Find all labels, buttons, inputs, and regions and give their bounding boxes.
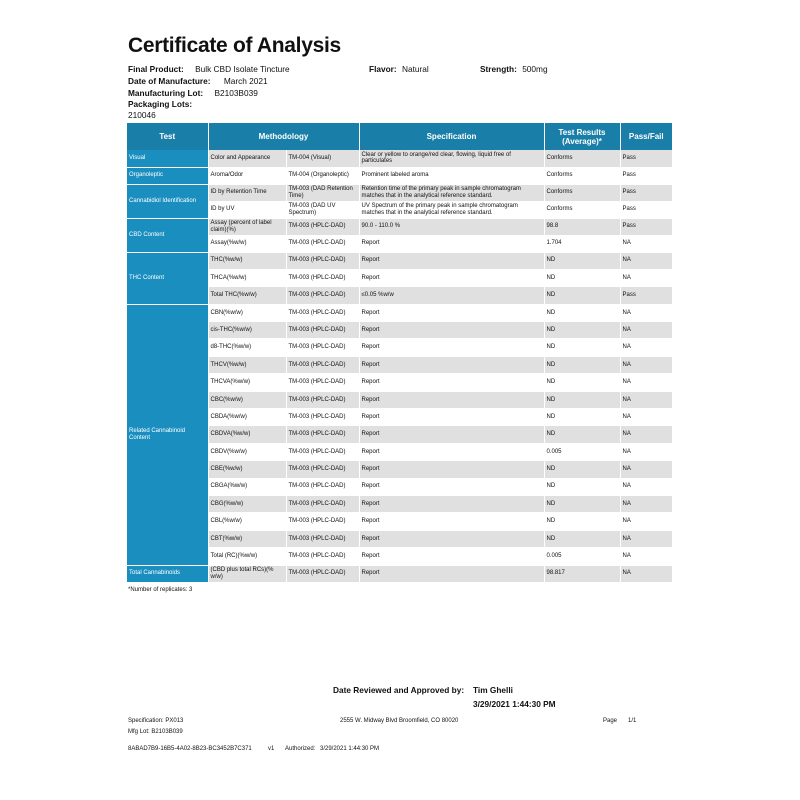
category-cell: Total Cannabinoids xyxy=(127,565,208,582)
method-cell: TM-003 (DAD UV Spectrum) xyxy=(286,201,359,218)
result-cell: Conforms xyxy=(544,201,620,218)
spec-cell: Report xyxy=(359,409,544,426)
table-row xyxy=(127,495,672,512)
pass-fail-cell: NA xyxy=(620,339,672,356)
table-row xyxy=(127,252,672,269)
method-cell: TM-003 (HPLC-DAD) xyxy=(286,478,359,495)
method-cell: TM-003 (HPLC-DAD) xyxy=(286,356,359,373)
spec-cell: Report xyxy=(359,426,544,443)
pass-fail-cell: NA xyxy=(620,391,672,408)
table-row xyxy=(127,269,672,286)
method-cell: TM-004 (Organoleptic) xyxy=(286,167,359,184)
result-cell: ND xyxy=(544,478,620,495)
table-row xyxy=(127,391,672,408)
approval-datetime: 3/29/2021 1:44:30 PM xyxy=(473,699,556,709)
result-cell: ND xyxy=(544,391,620,408)
table-row xyxy=(127,374,672,391)
date-label: Date of Manufacture: xyxy=(128,76,211,86)
table-row xyxy=(127,513,672,530)
spec-cell: Report xyxy=(359,513,544,530)
table-row xyxy=(127,530,672,547)
pass-fail-cell: NA xyxy=(620,461,672,478)
method-cell: TM-003 (HPLC-DAD) xyxy=(286,374,359,391)
footer-page-value: 1/1 xyxy=(628,718,637,724)
column-header-pass-fail: Pass/Fail xyxy=(620,123,672,150)
packaging-lots-label: Packaging Lots: xyxy=(128,99,193,109)
result-cell: ND xyxy=(544,339,620,356)
method-cell: TM-003 (HPLC-DAD) xyxy=(286,287,359,304)
method-cell: TM-003 (HPLC-DAD) xyxy=(286,339,359,356)
spec-cell: 90.0 - 110.0 % xyxy=(359,218,544,235)
test-cell: Color and Appearance xyxy=(208,150,286,167)
spec-cell: Report xyxy=(359,530,544,547)
spec-cell: Report xyxy=(359,304,544,321)
pass-fail-cell: NA xyxy=(620,495,672,512)
coa-table xyxy=(127,123,672,583)
test-cell: CBGA(%w/w) xyxy=(208,478,286,495)
pass-fail-cell: Pass xyxy=(620,167,672,184)
spec-cell: Report xyxy=(359,269,544,286)
method-cell: TM-003 (HPLC-DAD) xyxy=(286,218,359,235)
pass-fail-cell: NA xyxy=(620,548,672,565)
packaging-lots-value: 210046 xyxy=(128,110,156,120)
spec-cell: Report xyxy=(359,356,544,373)
test-cell: Assay(%w/w) xyxy=(208,235,286,252)
spec-cell: Prominent labeled aroma xyxy=(359,167,544,184)
pass-fail-cell: NA xyxy=(620,235,672,252)
page-title: Certificate of Analysis xyxy=(128,34,341,57)
test-cell: THC(%w/w) xyxy=(208,252,286,269)
pass-fail-cell: NA xyxy=(620,322,672,339)
spec-cell: Report xyxy=(359,322,544,339)
test-cell: CBDA(%w/w) xyxy=(208,409,286,426)
pass-fail-cell: Pass xyxy=(620,218,672,235)
result-cell: 98.8 xyxy=(544,218,620,235)
table-header-row xyxy=(127,123,672,150)
spec-cell: Report xyxy=(359,339,544,356)
strength-value: 500mg xyxy=(522,64,548,74)
method-cell: TM-003 (HPLC-DAD) xyxy=(286,461,359,478)
test-cell: THCVA(%w/w) xyxy=(208,374,286,391)
spec-cell: Report xyxy=(359,461,544,478)
flavor-field xyxy=(369,64,429,74)
spec-cell: Report xyxy=(359,478,544,495)
spec-cell: Report xyxy=(359,252,544,269)
strength-field xyxy=(480,64,548,74)
result-cell: ND xyxy=(544,461,620,478)
method-cell: TM-003 (HPLC-DAD) xyxy=(286,409,359,426)
test-cell: ID by UV xyxy=(208,201,286,218)
method-cell: TM-003 (HPLC-DAD) xyxy=(286,565,359,582)
pass-fail-cell: NA xyxy=(620,478,672,495)
test-cell: CBG(%w/w) xyxy=(208,495,286,512)
footer-version: v1 xyxy=(268,746,275,752)
date-field xyxy=(128,76,268,86)
approval-label: Date Reviewed and Approved by: xyxy=(333,685,465,695)
result-cell: 98.817 xyxy=(544,565,620,582)
spec-cell: Clear or yellow to orange/red clear, flowing, liquid free of particulates xyxy=(359,150,544,167)
pass-fail-cell: NA xyxy=(620,565,672,582)
spec-cell: Report xyxy=(359,565,544,582)
method-cell: TM-003 (HPLC-DAD) xyxy=(286,269,359,286)
column-header-test: Test xyxy=(127,123,208,150)
pass-fail-cell: Pass xyxy=(620,201,672,218)
method-cell: TM-003 (HPLC-DAD) xyxy=(286,304,359,321)
test-cell: CBN(%w/w) xyxy=(208,304,286,321)
test-cell: Total THC(%w/w) xyxy=(208,287,286,304)
table-row xyxy=(127,548,672,565)
test-cell: Aroma/Odor xyxy=(208,167,286,184)
spec-cell: Report xyxy=(359,235,544,252)
category-cell: Cannabidiol Identification xyxy=(127,184,208,218)
flavor-label: Flavor: xyxy=(369,64,397,74)
footer-authorized-datetime: 3/29/2021 1:44:30 PM xyxy=(320,746,380,752)
category-cell: CBD Content xyxy=(127,218,208,252)
method-cell: TM-004 (Visual) xyxy=(286,150,359,167)
result-cell: ND xyxy=(544,374,620,391)
result-cell: Conforms xyxy=(544,150,620,167)
table-row xyxy=(127,184,672,201)
spec-cell: Retention time of the primary peak in sample chromatogram matches that in the analytical reference standard. xyxy=(359,184,544,201)
spec-cell: Report xyxy=(359,443,544,460)
method-cell: TM-003 (HPLC-DAD) xyxy=(286,391,359,408)
test-cell: CBDVA(%w/w) xyxy=(208,426,286,443)
test-cell: THCV(%w/w) xyxy=(208,356,286,373)
spec-cell: Report xyxy=(359,495,544,512)
pass-fail-cell: Pass xyxy=(620,184,672,201)
table-row xyxy=(127,356,672,373)
column-header-results: Test Results (Average)* xyxy=(544,123,620,150)
test-cell: Total (RC)(%w/w) xyxy=(208,548,286,565)
method-cell: TM-003 (HPLC-DAD) xyxy=(286,530,359,547)
result-cell: 0.005 xyxy=(544,548,620,565)
spec-cell: UV Spectrum of the primary peak in sample chromatogram matches that in the analytical reference standard. xyxy=(359,201,544,218)
table-row xyxy=(127,426,672,443)
table-row xyxy=(127,478,672,495)
pass-fail-cell: NA xyxy=(620,513,672,530)
result-cell: 0.005 xyxy=(544,443,620,460)
table-row xyxy=(127,287,672,304)
footer-doc-id: 8ABAD7B9-16B5-4A02-8B23-BC3452B7C371 xyxy=(128,746,252,752)
result-cell: ND xyxy=(544,252,620,269)
pass-fail-cell: NA xyxy=(620,356,672,373)
result-cell: ND xyxy=(544,409,620,426)
result-cell: ND xyxy=(544,304,620,321)
strength-label: Strength: xyxy=(480,64,517,74)
column-header-methodology: Methodology xyxy=(208,123,359,150)
table-row xyxy=(127,304,672,321)
flavor-value: Natural xyxy=(401,64,429,74)
result-cell: ND xyxy=(544,513,620,530)
date-value: March 2021 xyxy=(223,76,268,86)
result-cell: 1.704 xyxy=(544,235,620,252)
lot-label: Manufacturing Lot: xyxy=(128,88,204,98)
spec-cell: Report xyxy=(359,391,544,408)
test-cell: Assay (percent of label claim)(%) xyxy=(208,218,286,235)
table-row xyxy=(127,565,672,582)
pass-fail-cell: NA xyxy=(620,269,672,286)
pass-fail-cell: NA xyxy=(620,409,672,426)
test-cell: cis-THC(%w/w) xyxy=(208,322,286,339)
pass-fail-cell: Pass xyxy=(620,150,672,167)
method-cell: TM-003 (HPLC-DAD) xyxy=(286,426,359,443)
category-cell: Visual xyxy=(127,150,208,167)
method-cell: TM-003 (HPLC-DAD) xyxy=(286,252,359,269)
result-cell: ND xyxy=(544,287,620,304)
pass-fail-cell: NA xyxy=(620,530,672,547)
pass-fail-cell: Pass xyxy=(620,287,672,304)
replicates-note: *Number of replicates: 3 xyxy=(128,587,193,593)
spec-cell: Report xyxy=(359,548,544,565)
footer-mfg-lot: Mfg Lot: B2103B039 xyxy=(128,729,183,735)
lot-value: B2103B039 xyxy=(214,88,258,98)
method-cell: TM-003 (HPLC-DAD) xyxy=(286,548,359,565)
test-cell: CBC(%w/w) xyxy=(208,391,286,408)
result-cell: Conforms xyxy=(544,167,620,184)
result-cell: Conforms xyxy=(544,184,620,201)
test-cell: CBE(%w/w) xyxy=(208,461,286,478)
table-row xyxy=(127,167,672,184)
test-cell: CBT(%w/w) xyxy=(208,530,286,547)
final-product-label: Final Product: xyxy=(128,64,184,74)
table-row xyxy=(127,235,672,252)
result-cell: ND xyxy=(544,356,620,373)
category-cell: Organoleptic xyxy=(127,167,208,184)
table-row xyxy=(127,339,672,356)
method-cell: TM-003 (DAD Retention Time) xyxy=(286,184,359,201)
approver-name: Tim Ghelli xyxy=(473,685,513,695)
test-cell: d8-THC(%w/w) xyxy=(208,339,286,356)
pass-fail-cell: NA xyxy=(620,304,672,321)
result-cell: ND xyxy=(544,269,620,286)
table-row xyxy=(127,443,672,460)
spec-cell: Report xyxy=(359,374,544,391)
result-cell: ND xyxy=(544,530,620,547)
test-cell: CBDV(%w/w) xyxy=(208,443,286,460)
table-row xyxy=(127,201,672,218)
column-header-specification: Specification xyxy=(359,123,544,150)
test-cell: CBL(%w/w) xyxy=(208,513,286,530)
result-cell: ND xyxy=(544,495,620,512)
method-cell: TM-003 (HPLC-DAD) xyxy=(286,322,359,339)
result-cell: ND xyxy=(544,322,620,339)
footer-specification: Specification: PX013 xyxy=(128,718,184,724)
footer-authorized-label: Authorized: xyxy=(285,746,316,752)
result-cell: ND xyxy=(544,426,620,443)
footer-address: 2555 W. Midway Blvd Broomfield, CO 80020 xyxy=(340,718,459,724)
lot-field xyxy=(128,88,258,98)
footer-page-label: Page xyxy=(603,718,618,724)
pass-fail-cell: NA xyxy=(620,443,672,460)
table-row xyxy=(127,461,672,478)
method-cell: TM-003 (HPLC-DAD) xyxy=(286,443,359,460)
pass-fail-cell: NA xyxy=(620,426,672,443)
pass-fail-cell: NA xyxy=(620,374,672,391)
method-cell: TM-003 (HPLC-DAD) xyxy=(286,235,359,252)
category-cell: Related Cannabinoid Content xyxy=(127,304,208,565)
test-cell: ID by Retention Time xyxy=(208,184,286,201)
method-cell: TM-003 (HPLC-DAD) xyxy=(286,495,359,512)
method-cell: TM-003 (HPLC-DAD) xyxy=(286,513,359,530)
category-cell: THC Content xyxy=(127,252,208,304)
table-row xyxy=(127,150,672,167)
final-product-field xyxy=(128,64,290,74)
pass-fail-cell: NA xyxy=(620,252,672,269)
test-cell: (CBD plus total RCs)(% w/w) xyxy=(208,565,286,582)
final-product-value: Bulk CBD Isolate Tincture xyxy=(195,64,290,74)
spec-cell: ≤0.05 %w/w xyxy=(359,287,544,304)
test-cell: THCA(%w/w) xyxy=(208,269,286,286)
table-row xyxy=(127,409,672,426)
table-row xyxy=(127,218,672,235)
table-row xyxy=(127,322,672,339)
